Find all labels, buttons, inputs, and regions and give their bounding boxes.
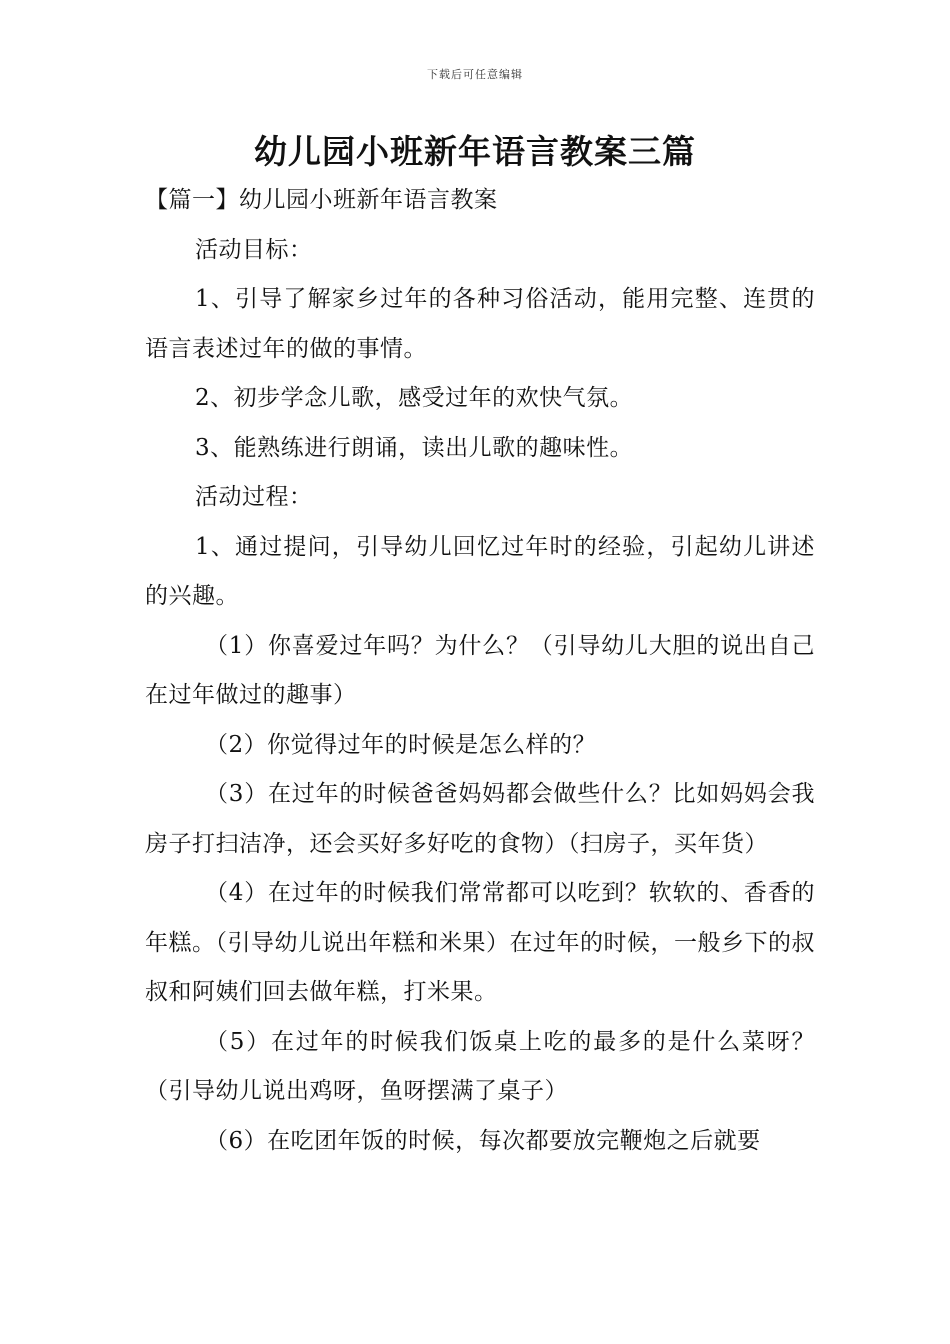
question-item: （2）你觉得过年的时候是怎么样的？ xyxy=(205,731,597,758)
question-item: （6）在吃团年饭的时候，每次都要放完鞭炮之后就要 xyxy=(205,1127,761,1154)
process-item: 1、通过提问，引导幼儿回忆过年时的经验，引起幼儿讲述的兴趣。 xyxy=(145,533,815,609)
goal-item: 2、初步学念儿歌，感受过年的欢快气氛。 xyxy=(195,385,634,411)
process-heading: 活动过程： xyxy=(195,484,313,510)
question-item: （3）在过年的时候爸爸妈妈都会做些什么？比如妈妈会我房子打扫洁净，还会买好多好吃的食物）（扫房子，买年货） xyxy=(145,781,815,857)
header-note: 下载后可任意编辑 xyxy=(427,68,523,81)
goal-item: 1、引导了解家乡过年的各种习俗活动，能用完整、连贯的语言表述过年的做的事情。 xyxy=(145,286,815,362)
document-body xyxy=(145,176,815,1166)
goal-item: 3、能熟练进行朗诵，读出儿歌的趣味性。 xyxy=(195,434,634,461)
question-item: （1）你喜爱过年吗？为什么？（引导幼儿大胆的说出自己在过年做过的趣事） xyxy=(145,632,815,708)
goals-heading: 活动目标： xyxy=(195,236,313,263)
document-title: 幼儿园小班新年语言教案三篇 xyxy=(254,132,696,171)
question-item: （5）在过年的时候我们饭桌上吃的最多的是什么菜呀？（引导幼儿说出鸡呀，鱼呀摆满了桌子） xyxy=(145,1028,815,1104)
section-heading: 【篇一】幼儿园小班新年语言教案 xyxy=(145,187,498,213)
question-item: （4）在过年的时候我们常常都可以吃到？软软的、香香的年糕。（引导幼儿说出年糕和米果）在过年的时候，一般乡下的叔叔和阿姨们回去做年糕，打米果。 xyxy=(145,880,815,1005)
